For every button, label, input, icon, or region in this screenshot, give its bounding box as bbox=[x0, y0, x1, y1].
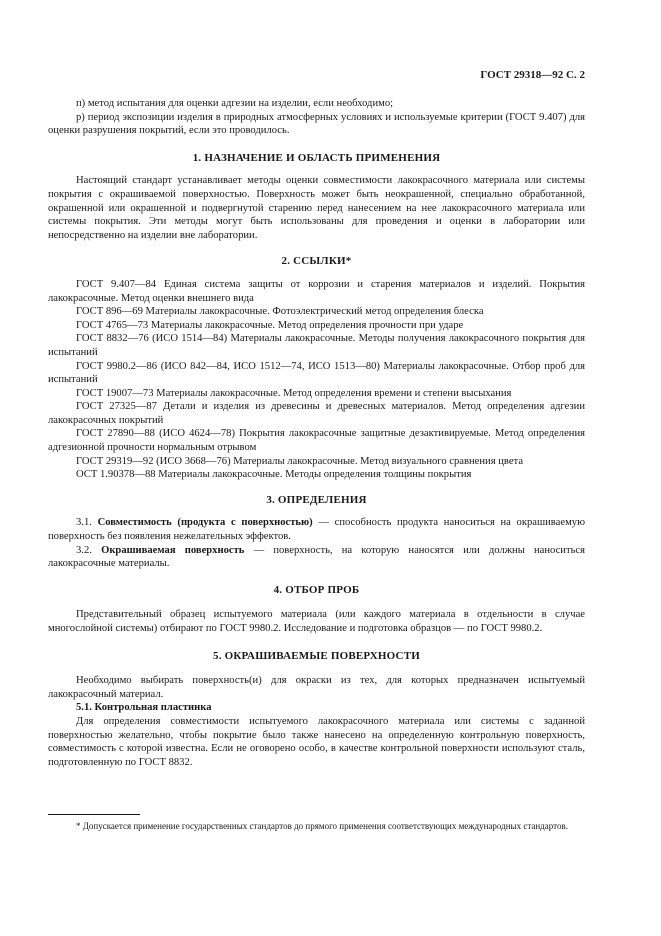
reference-item: ГОСТ 9.407—84 Единая система защиты от коррозии и старения материалов и изделий. Покрытия лакокрасочные. Метод оценки внешнего вида bbox=[48, 278, 585, 304]
reference-item: ГОСТ 896—69 Материалы лакокрасочные. Фотоэлектрический метод определения блеска bbox=[76, 306, 484, 318]
intro-item-r: р) период экспозиции изделия в природных атмосферных условиях и используемые критерии (ГОСТ 9.407) для оценки разрушения покрытий, если это проводилось. bbox=[48, 111, 585, 137]
footnote-divider bbox=[48, 814, 140, 815]
subsection-5-1-title: 5.1. Контрольная пластинка bbox=[76, 702, 212, 714]
reference-item: ГОСТ 9980.2—86 (ИСО 842—84, ИСО 1512—74, ИСО 1513—80) Материалы лакокрасочные. Отбор проб для испытаний bbox=[48, 360, 585, 386]
section-2-title: 2. ССЫЛКИ* bbox=[281, 255, 352, 268]
footnote bbox=[48, 814, 585, 832]
reference-item: ГОСТ 27890—88 (ИСО 4624—78) Покрытия лакокрасочные защитные дезактивируемые. Метод определения адгезионной прочности нормальным отрывом bbox=[48, 428, 585, 454]
section-1-title: 1. НАЗНАЧЕНИЕ И ОБЛАСТЬ ПРИМЕНЕНИЯ bbox=[192, 151, 441, 164]
definition-term: Окрашиваемая поверхность bbox=[101, 544, 245, 556]
definition-text: — способность продукта наноситься на окрашиваемую поверхность без появления нежелательных эффектов. bbox=[48, 517, 585, 543]
references-list bbox=[48, 278, 585, 482]
definition-number: 3.2. bbox=[76, 544, 92, 556]
page-content bbox=[48, 97, 585, 769]
definition-3-2 bbox=[48, 544, 585, 571]
intro-item-p: п) метод испытания для оценки адгезии на изделии, если необходимо; bbox=[76, 98, 394, 109]
section-4-title: 4. ОТБОР ПРОБ bbox=[273, 583, 360, 596]
reference-item: ГОСТ 4765—73 Материалы лакокрасочные. Метод определения прочности при ударе bbox=[76, 319, 464, 331]
section-5-text: Необходимо выбирать поверхность(и) для окраски из тех, для которых предназначен испытуемый лакокрасочный материал. bbox=[48, 675, 585, 700]
reference-item: ОСТ 1.90378—88 Материалы лакокрасочные. Методы определения толщины покрытия bbox=[76, 469, 472, 481]
footnote-text: * Допускается применение государственных стандартов до прямого применения соответствующих международных стандартов. bbox=[76, 821, 568, 831]
definition-text: — поверхность, на которую наносятся или должны наноситься лакокрасочные материалы. bbox=[48, 544, 586, 570]
reference-item: ГОСТ 29319—92 (ИСО 3668—76) Материалы лакокрасочные. Метод визуального сравнения цвета bbox=[76, 455, 524, 467]
reference-item: ГОСТ 19007—73 Материалы лакокрасочные. Метод определения времени и степени высыхания bbox=[76, 387, 512, 399]
definition-number: 3.1. bbox=[76, 517, 92, 529]
reference-item: ГОСТ 8832—76 (ИСО 1514—84) Материалы лакокрасочные. Методы получения лакокрасочного покрытия для испытаний bbox=[48, 333, 585, 358]
page-header: ГОСТ 29318—92 С. 2 bbox=[480, 69, 585, 81]
section-1-text: Настоящий стандарт устанавливает методы оценки совместимости лакокрасочного материала или системы покрытия с окрашиваемой поверхностью. Поверхность может быть неокрашенной, специально обработанной, окрашенной или окрашенной и подвергнутой старению перед нанесением на нее лакокрасочного материала или системы покрытия. Эти методы могут быть использованы для проведения и оценки в лаборатории или непосредственно на изделии вне лаборатории. bbox=[48, 175, 585, 241]
section-3-title: 3. ОПРЕДЕЛЕНИЯ bbox=[266, 493, 367, 506]
definition-3-1 bbox=[48, 516, 585, 543]
subsection-5-1-text: Для определения совместимости испытуемого лакокрасочного материала или системы с заданной поверхностью желательно, чтобы покрытие было также нанесено на определенную контрольную поверхность, совместимость с которой известна. Если не оговорено особо, в качестве контрольной поверхности используют сталь, подготовленную по ГОСТ 8832. bbox=[48, 715, 585, 768]
reference-item: ГОСТ 27325—87 Детали и изделия из древесины и древесных материалов. Метод определения адгезии лакокрасочных покрытий bbox=[48, 401, 585, 426]
definition-term: Совместимость (продукта с поверхностью) bbox=[97, 517, 313, 529]
section-5-title: 5. ОКРАШИВАЕМЫЕ ПОВЕРХНОСТИ bbox=[213, 649, 420, 662]
section-4-text: Представительный образец испытуемого материала (или каждого материала в отдельности в случае многослойной системы) отбирают по ГОСТ 9980.2. Исследование и подготовка образцов — по ГОСТ 9980.2. bbox=[48, 609, 585, 634]
